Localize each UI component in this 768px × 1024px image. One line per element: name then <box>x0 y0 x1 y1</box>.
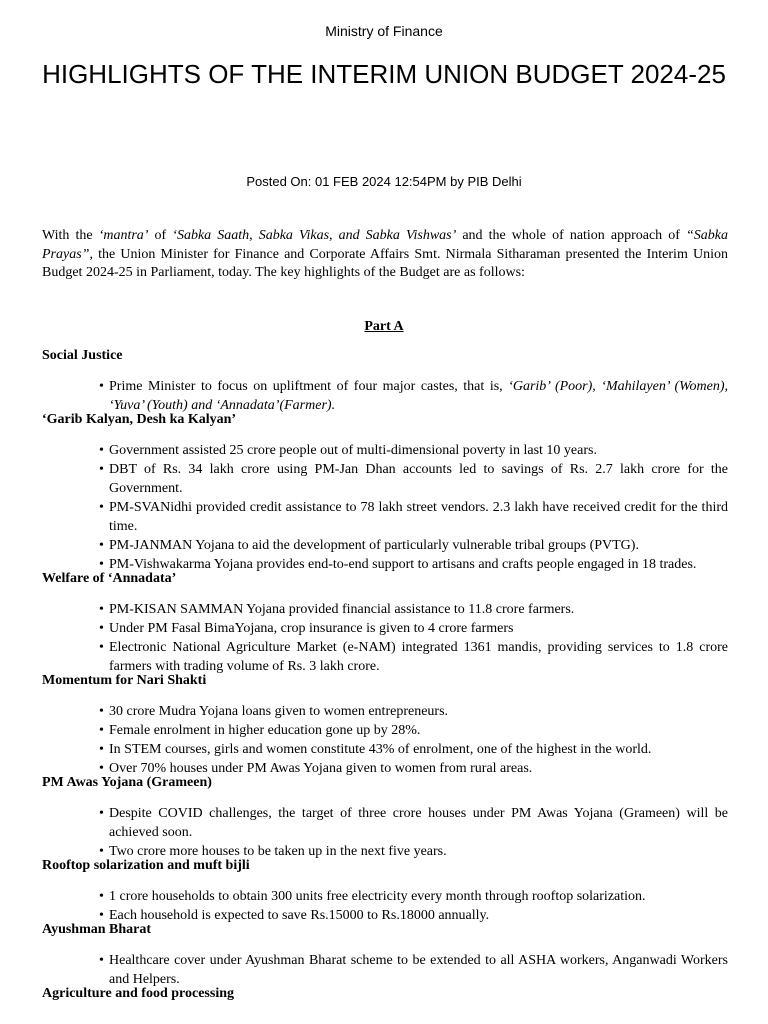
bullet-text: Government assisted 25 crore people out of multi-dimensional poverty in last 10 years. <box>109 443 597 458</box>
bullet-text: PM-JANMAN Yojana to aid the development of particularly vulnerable tribal groups (PVTG). <box>109 538 639 553</box>
bullet-item <box>100 804 728 842</box>
intro-italic-2: ‘Sabka Saath, Sabka Vikas, and Sabka Vishwas’ <box>172 228 457 243</box>
bullet-text: DBT of Rs. 34 lakh crore using PM-Jan Dhan accounts led to savings of Rs. 2.7 lakh crore for the Government. <box>109 462 728 496</box>
section <box>42 569 728 676</box>
bullet-item <box>100 619 728 638</box>
bullet-text: Electronic National Agriculture Market (e-NAM) integrated 1361 mandis, providing services to 1.8 crore farmers with trading volume of Rs. 3 lakh crore. <box>109 640 728 674</box>
bullet-text: PM-Vishwakarma Yojana provides end-to-end support to artisans and crafts people engaged in 18 trades. <box>109 557 697 572</box>
bullet-item <box>100 887 728 906</box>
bullet-item <box>100 555 728 574</box>
bullet-list <box>42 600 728 676</box>
bullet-text: Each household is expected to save Rs.15000 to Rs.18000 annually. <box>109 908 490 923</box>
intro-text-3: and the whole of nation approach of <box>456 228 686 243</box>
bullet-list <box>42 804 728 861</box>
bullet-text: 1 crore households to obtain 300 units free electricity every month through rooftop solarization. <box>109 889 646 904</box>
bullet-item <box>100 740 728 759</box>
bullet-list <box>42 887 728 925</box>
bullet-list <box>42 441 728 574</box>
intro-paragraph <box>42 227 728 283</box>
bullet-list <box>42 377 728 415</box>
bullet-item <box>100 441 728 460</box>
bullet-text: 30 crore Mudra Yojana loans given to women entrepreneurs. <box>109 704 449 719</box>
part-heading: Part A <box>364 319 404 334</box>
section <box>42 346 728 415</box>
section <box>42 671 728 778</box>
ministry-name: Ministry of Finance <box>325 23 443 39</box>
bullet-text: Despite COVID challenges, the target of three crore houses under PM Awas Yojana (Grameen) will be achieved soon. <box>109 806 728 840</box>
section <box>42 856 728 925</box>
bullet-item <box>100 638 728 676</box>
bullet-text: Over 70% houses under PM Awas Yojana given to women from rural areas. <box>109 761 533 776</box>
section-heading: ‘Garib Kalyan, Desh ka Kalyan’ <box>42 412 237 427</box>
bullet-text: Female enrolment in higher education gone up by 28%. <box>109 723 421 738</box>
bullet-item <box>100 600 728 619</box>
bullet-item <box>100 702 728 721</box>
bullet-text: Under PM Fasal BimaYojana, crop insurance is given to 4 crore farmers <box>109 621 514 636</box>
section-heading: Agriculture and food processing <box>42 986 234 1001</box>
section <box>42 773 728 861</box>
bullet-text: PM-KISAN SAMMAN Yojana provided financial assistance to 11.8 crore farmers. <box>109 602 575 617</box>
bullet-item <box>100 536 728 555</box>
section <box>42 920 728 989</box>
section-heading: Ayushman Bharat <box>42 922 152 937</box>
section-heading: Rooftop solarization and muft bijli <box>42 858 250 873</box>
bullet-item <box>100 377 728 415</box>
bullet-text: PM-SVANidhi provided credit assistance to 78 lakh street vendors. 2.3 lakh have received credit for the third time. <box>109 500 728 534</box>
intro-italic-1: ‘mantra’ <box>98 228 149 243</box>
bullet-item <box>100 906 728 925</box>
section-heading: Welfare of ‘Annadata’ <box>42 571 177 586</box>
bullet-item <box>100 460 728 498</box>
bullet-item <box>100 842 728 861</box>
bullet-item <box>100 759 728 778</box>
bullet-text: Two crore more houses to be taken up in the next five years. <box>109 844 447 859</box>
sections-container <box>42 346 728 1010</box>
posted-date: Posted On: 01 FEB 2024 12:54PM by PIB Delhi <box>246 174 522 189</box>
intro-text-4: , the Union Minister for Finance and Corporate Affairs Smt. Nirmala Sitharaman presented the Interim Union Budget 2024-25 in Parliament, today. The key highlights of the Budget are as follows: <box>42 246 728 280</box>
bullet-text: In STEM courses, girls and women constitute 43% of enrolment, one of the highest in the world. <box>109 742 652 757</box>
section-heading: PM Awas Yojana (Grameen) <box>42 775 212 790</box>
page-title: HIGHLIGHTS OF THE INTERIM UNION BUDGET 2024-25 <box>42 59 726 89</box>
intro-text-2: of <box>148 228 173 243</box>
intro-italic-3: “Sabka Prayas” <box>42 228 728 262</box>
bullet-item <box>100 721 728 740</box>
bullet-italic-text: ‘Garib’ (Poor), ‘Mahilayen’ (Women), ‘Yuva’ (Youth) and ‘Annadata’(Farmer). <box>109 379 728 413</box>
section <box>42 410 728 574</box>
bullet-text: Prime Minister to focus on upliftment of four major castes, that is, <box>109 379 509 394</box>
intro-text-1: With the <box>42 228 99 243</box>
bullet-item <box>100 498 728 536</box>
bullet-list <box>42 702 728 778</box>
section-heading: Social Justice <box>42 348 123 363</box>
bullet-item <box>100 951 728 989</box>
section-heading: Momentum for Nari Shakti <box>42 673 207 688</box>
bullet-list <box>42 951 728 989</box>
bullet-text: Healthcare cover under Ayushman Bharat scheme to be extended to all ASHA workers, Anganwadi Workers and Helpers. <box>109 953 728 987</box>
